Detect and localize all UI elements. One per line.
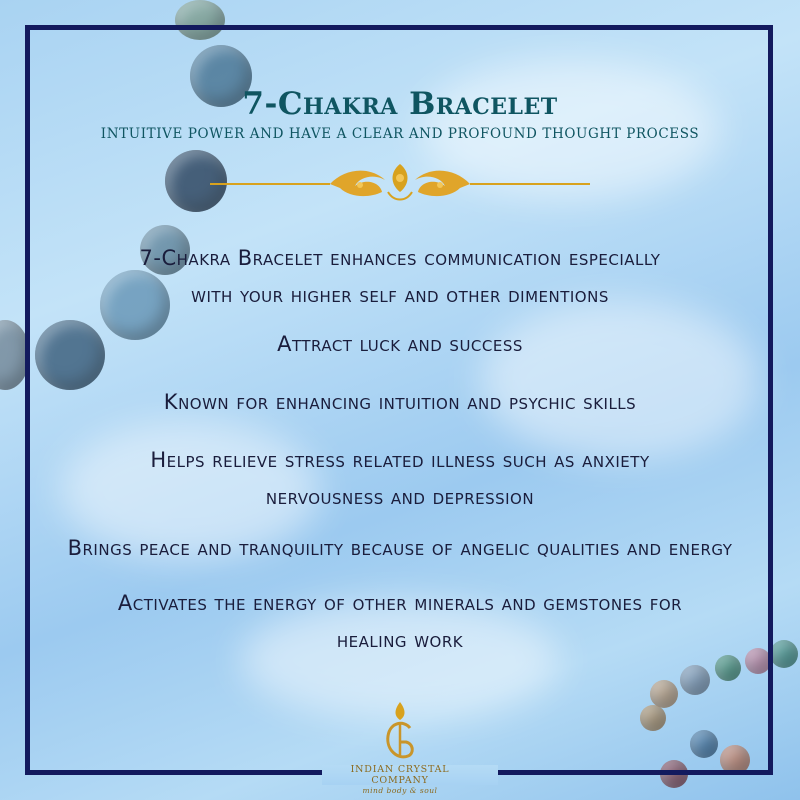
page-subtitle: INTUITIVE POWER AND HAVE A CLEAR AND PROFOUND THOUGHT PROCESS (100, 126, 700, 142)
page-title: 7-Chakra Bracelet (242, 86, 558, 122)
list-item (30, 326, 770, 363)
list-item (30, 585, 770, 659)
candle-logo-icon (380, 700, 420, 762)
brand-tagline: mind body & soul (362, 786, 438, 795)
list-item-line: Activates the energy of other minerals and gemstones for (117, 591, 683, 615)
list-item (30, 442, 770, 516)
list-item (30, 240, 770, 314)
list-item-line: Brings peace and tranquility because of angelic qualities and energy (67, 536, 733, 560)
list-item (30, 384, 770, 421)
list-item-line: with your higher self and other dimentions (191, 283, 609, 307)
list-item-line: Attract luck and success (277, 332, 523, 356)
ornament-flourish-icon (210, 158, 590, 208)
benefits-list (30, 240, 770, 659)
bead-decoration (770, 640, 798, 668)
list-item-line: Helps relieve stress related illness such as anxiety (150, 448, 650, 472)
list-item (30, 530, 770, 567)
brand-logo (325, 700, 475, 795)
list-item-line: healing work (336, 628, 464, 652)
list-item-line: nervousness and depression (265, 485, 535, 509)
list-item-line: 7-Chakra Bracelet enhances communication especially (139, 246, 661, 270)
brand-name: INDIAN CRYSTAL COMPANY (350, 764, 450, 786)
list-item-line: Known for enhancing intuition and psychic skills (163, 390, 637, 414)
